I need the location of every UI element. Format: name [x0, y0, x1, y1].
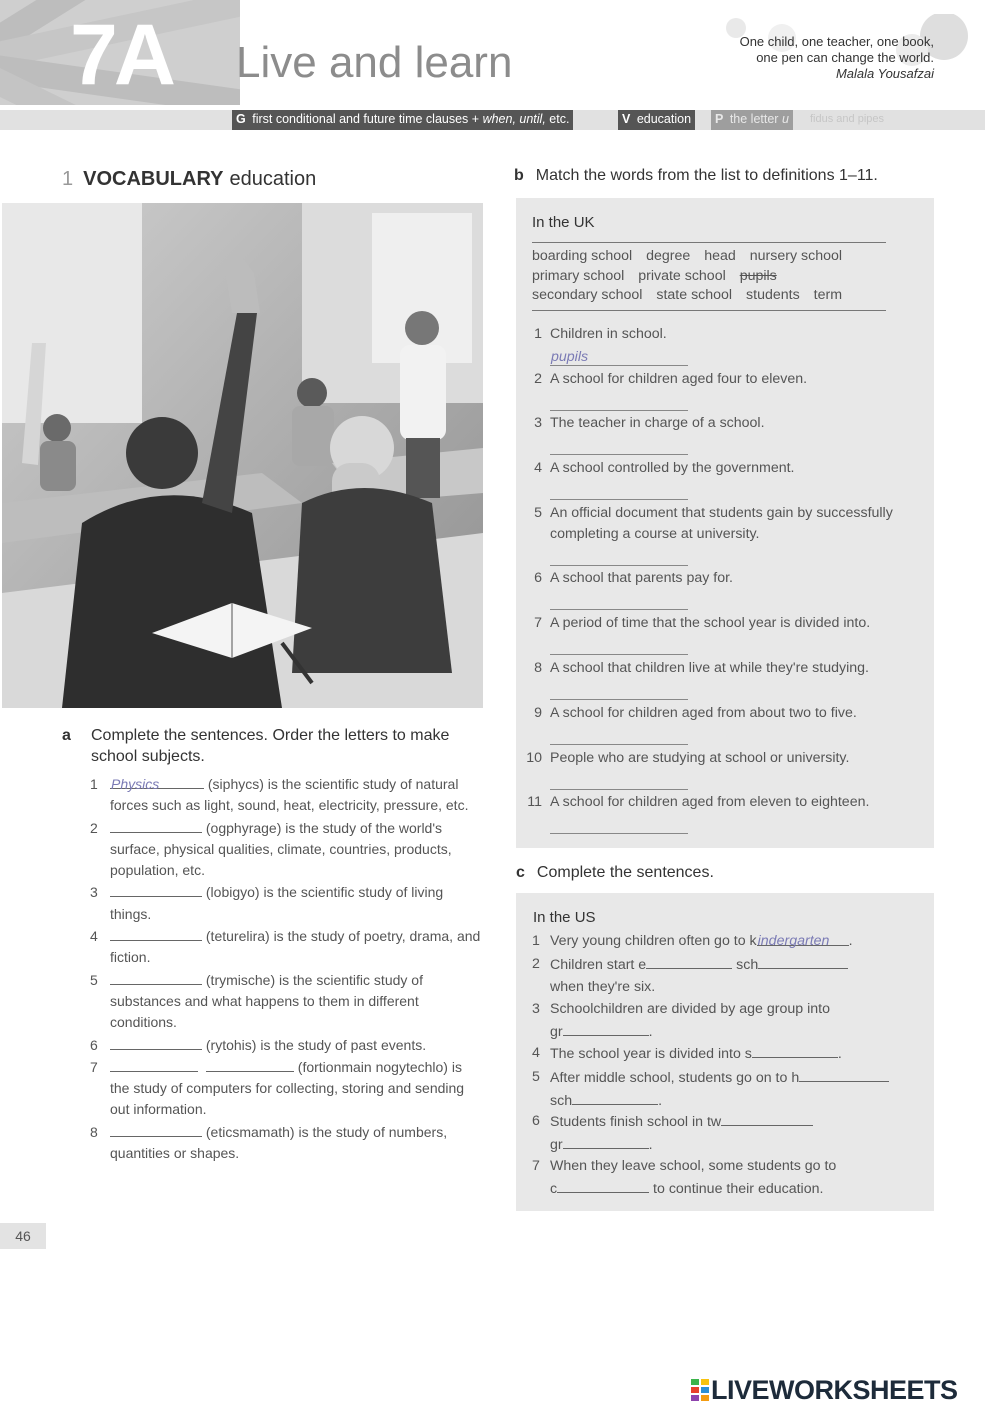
page-title: Live and learn [236, 38, 513, 87]
exercise-b-instruction [514, 167, 878, 185]
definition-item: 2 A school for children aged four to eleven. [516, 369, 926, 411]
list-item: 7 When they leave school, some students go to c to continue their education. [532, 1158, 837, 1197]
list-item: 5 After middle school, students go on to h sch . [532, 1067, 932, 1112]
instruction-text: Complete the sentences. Order the letters to make school subjects. [91, 727, 450, 765]
answer-line[interactable] [550, 390, 688, 411]
vocabulary-tag: V education [618, 110, 695, 130]
word-list [532, 247, 892, 306]
definition-item: 10 People who are studying at school or university. [516, 748, 926, 790]
answer-line[interactable] [550, 634, 688, 655]
section-number: 1 [62, 168, 74, 190]
definition-item: 4 A school controlled by the government. [516, 458, 926, 500]
list-item: 6 Students finish school in tw gr . [532, 1111, 932, 1156]
strip-background-text: fidus and pipes [810, 113, 884, 125]
answer-blank[interactable] [721, 1111, 813, 1126]
definition-item: 7 A period of time that the school year is divided into. [516, 613, 926, 655]
answer-blank[interactable] [563, 1021, 649, 1036]
answer-blank[interactable] [110, 774, 204, 792]
definition-item: 1 Children in school. pupils [516, 324, 926, 366]
word: primary school [532, 267, 625, 284]
uk-panel [516, 198, 934, 848]
answer-blank[interactable] [557, 1178, 649, 1193]
answer-blank[interactable] [758, 954, 848, 969]
list-item: 8 (eticsmamath) is the study of numbers, quantities or shapes. [90, 1123, 448, 1162]
list-item: 6 (rytohis) is the study of past events. [90, 1036, 427, 1053]
answer-blank[interactable] [110, 1057, 198, 1072]
definition-item: 8 A school that children live at while they're studying. [516, 658, 926, 700]
unit-banner [0, 0, 240, 105]
list-item: 4 The school year is divided into s . [532, 1045, 842, 1062]
answer-blank[interactable] [110, 970, 202, 985]
list-item: 5 (trymische) is the scientific study of substances and what happens to them in different conditions. [90, 971, 423, 1031]
unit-number: 7A [70, 7, 172, 103]
pronunciation-tag: P the letter u [711, 110, 793, 130]
answer-blank[interactable] [799, 1067, 889, 1082]
page-number: 46 [0, 1223, 46, 1249]
definition-item: 9 A school for children aged from about two to five. [516, 703, 926, 745]
word: pupils [739, 267, 777, 284]
answer-blank[interactable] [572, 1090, 658, 1105]
answer-blank[interactable] [206, 1057, 294, 1072]
panel-heading: In the US [533, 909, 596, 926]
answer-blank[interactable] [110, 882, 202, 897]
list-item: 1 Physics (siphycs) is the scientific study of natural forces such as light, sound, heat, electricity, pressure, etc. [90, 776, 469, 814]
word: private school [638, 267, 726, 284]
grammar-tag: G first conditional and future time clauses + when, until, etc. [232, 110, 573, 130]
exercise-a-instruction [62, 725, 482, 767]
exercise-a-list [90, 774, 485, 1165]
exercise-c-instruction [516, 864, 714, 882]
definition-item: 11 A school for children aged from eleven to eighteen. [516, 792, 926, 834]
exercise-letter: b [514, 167, 524, 184]
answer-blank[interactable] [110, 1035, 202, 1050]
list-item: 1 Very young children often go to kindergarten . [532, 933, 853, 949]
logo-grid-icon [691, 1379, 709, 1401]
answer-line[interactable] [550, 434, 688, 455]
word: state school [656, 287, 733, 304]
answer-line[interactable] [550, 589, 688, 610]
divider [532, 242, 886, 243]
answer-blank[interactable] [646, 954, 732, 969]
quote [740, 34, 934, 82]
answer-blank[interactable] [757, 931, 849, 949]
quote-author: Malala Yousafzai [835, 66, 934, 81]
answer-blank[interactable] [752, 1043, 838, 1058]
answer-line[interactable] [550, 545, 688, 566]
instruction-text: Complete the sentences. [536, 864, 714, 881]
exercise-letter: c [516, 864, 525, 881]
answer-line[interactable] [550, 479, 688, 500]
sample-answer: indergarten [757, 933, 830, 949]
word: degree [646, 248, 691, 264]
section-heading [62, 168, 316, 191]
list-item: 3 Schoolchildren are divided by age group into gr . [532, 1001, 830, 1040]
answer-line[interactable] [550, 724, 688, 745]
list-item: 2 (ogphyrage) is the study of the world's surface, physical qualities, climate, countries, products, population, etc. [90, 819, 452, 879]
answer-line[interactable] [550, 769, 688, 790]
word: term [813, 287, 843, 304]
classroom-photo [2, 203, 483, 708]
definition-item: 6 A school that parents pay for. [516, 568, 926, 610]
word: boarding school [532, 248, 633, 264]
list-item: 2 Children start e sch when they're six. [532, 954, 932, 998]
word: students [746, 287, 800, 304]
section-topic: education [229, 168, 317, 190]
exercise-letter: a [62, 727, 71, 744]
quote-line: One child, one teacher, one book, [739, 34, 934, 49]
us-panel [516, 893, 934, 1211]
answer-line[interactable] [550, 679, 688, 700]
definition-item: 3 The teacher in charge of a school. [516, 413, 926, 455]
word: nursery school [749, 248, 843, 264]
logo-text: LIVEWORKSHEETS [711, 1375, 958, 1405]
answer-blank[interactable] [110, 818, 202, 833]
answer-line[interactable] [550, 813, 688, 834]
list-item: 4 (teturelira) is the study of poetry, drama, and fiction. [90, 928, 481, 966]
divider [532, 310, 886, 311]
quote-line: one pen can change the world. [756, 50, 934, 65]
definition-item: 5 An official document that students gain by successfully completing a course at university. [516, 503, 926, 566]
word: head [704, 248, 736, 264]
answer-line[interactable] [550, 345, 688, 366]
answer-blank[interactable] [110, 1122, 202, 1137]
section-name: VOCABULARY [83, 168, 224, 190]
list-item: 7 (fortionmain nogytechlo) is the study of computers for collecting, storing and sending out information. [90, 1058, 465, 1118]
list-item: 3 (lobigyo) is the scientific study of living things. [90, 884, 444, 922]
panel-heading: In the UK [532, 214, 595, 231]
answer-blank[interactable] [110, 926, 202, 941]
word: secondary school [532, 287, 643, 304]
answer-blank[interactable] [563, 1134, 649, 1149]
sample-answer: Physics [111, 776, 160, 792]
sample-answer: pupils [551, 349, 589, 365]
instruction-text: Match the words from the list to definitions 1–11. [535, 167, 878, 184]
